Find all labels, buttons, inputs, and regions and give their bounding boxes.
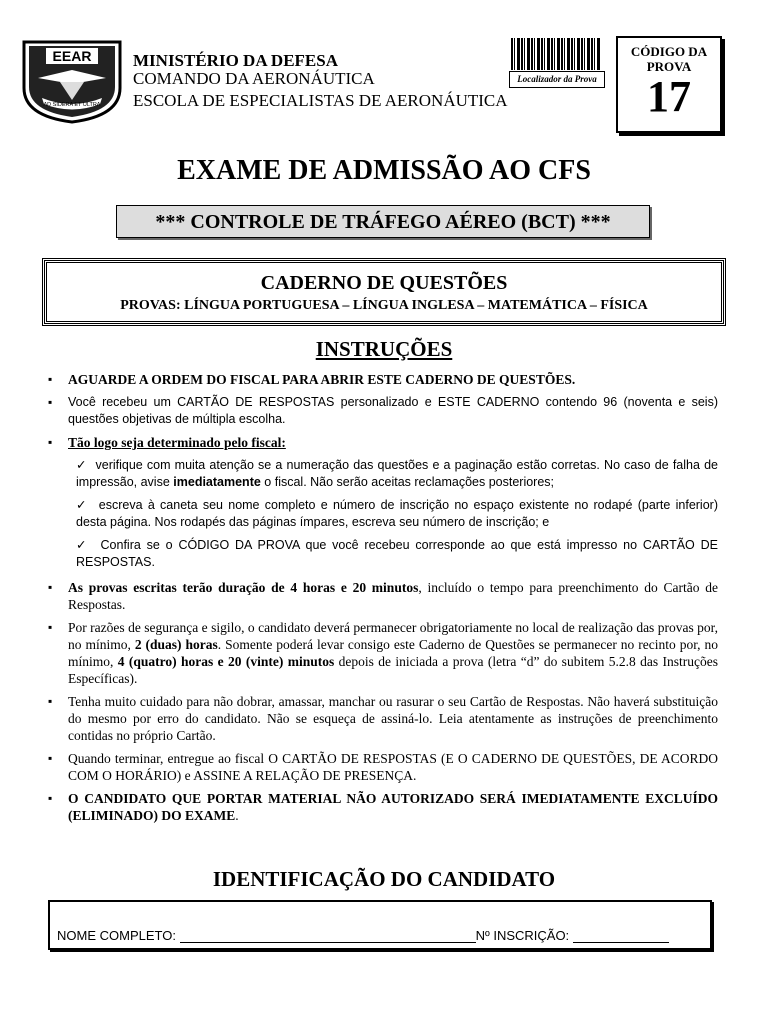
barcode [509,38,605,88]
instruction-item [48,579,718,613]
booklet-subjects: PROVAS: LÍNGUA PORTUGUESA – LÍNGUA INGLESA – MATEMÁTICA – FÍSICA [120,298,648,313]
instruction-text: . [235,808,239,823]
instruction-item [48,371,718,388]
instruction-item [48,394,718,428]
logo-motto: AD SIDERA ET ULTRA [43,102,101,108]
instruction-text: depois de iniciada a prova (letra “d” do subitem 5.2.8 das Instruções Específicas). [68,654,719,686]
specialty-banner: *** CONTROLE DE TRÁFEGO AÉREO (BCT) *** [116,205,650,238]
sub-item [76,537,718,571]
instruction-emphasis: 4 (quatro) horas e 20 (vinte) minutos [117,654,335,669]
instructions-list [48,371,718,830]
barcode-label: Localizador da Prova [509,71,605,88]
org-line-2: COMANDO DA AERONÁUTICA [133,69,375,88]
instruction-text: , incluído o tempo para preenchimento do Cartão de Respostas. [68,580,718,612]
check-icon: ✓ [76,498,89,512]
instruction-text: Tão logo seja determinado pelo fiscal: [68,435,286,450]
identification-title: IDENTIFICAÇÃO DO CANDIDATO [212,867,556,891]
check-icon: ✓ [76,538,89,552]
instruction-item [48,434,718,451]
sub-item [76,457,718,491]
booklet-title: CADERNO DE QUESTÕES [260,272,508,294]
instruction-text: Por razões de segurança e sigilo, o candidato deverá permanecer obrigatoriamente no local de realização das provas por, no mínimo, [68,620,718,652]
exam-title: EXAME DE ADMISSÃO AO CFS [177,155,591,186]
instruction-item [48,790,718,824]
instruction-item [48,750,718,784]
sub-item [76,497,718,531]
registration-label: Nº INSCRIÇÃO: [475,928,570,943]
registration-field[interactable] [573,928,669,943]
exam-code-box [616,36,722,133]
identification-row [57,928,669,943]
instruction-text: Tenha muito cuidado para não dobrar, amassar, manchar ou rasurar o seu Cartão de Respostas. Não haverá substituição do mesmo por erro do candidato. Não se esqueça de assiná-lo. Leia atentamente as instruções de preenchimento contidas no próprio Cartão. [68,694,718,743]
sub-item-text: escreva à caneta seu nome completo e número de inscrição no espaço existente no rodapé (parte inferior) desta página. Nos rodapés das páginas ímpares, escreva seu número de inscrição; e [76,498,718,529]
instruction-text: . Somente poderá levar consigo este Caderno de Questões se permanecer no recinto por, no mínimo, [68,637,718,669]
sub-item-text: Confira se o CÓDIGO DA PROVA que você recebeu corresponde ao que está impresso no CARTÃO DE RESPOSTAS. [76,538,718,569]
instruction-item [48,693,718,744]
instructions-title: INSTRUÇÕES [315,337,453,361]
exam-code-number: 17 [647,72,691,121]
name-field[interactable] [180,928,476,943]
eear-logo [20,40,124,124]
name-label: NOME COMPLETO: [57,928,176,943]
sub-item-text: o fiscal. Não serão aceitas reclamações posteriores; [264,475,555,489]
booklet-box [44,260,724,324]
barcode-bars [511,38,601,70]
instruction-emphasis: 2 (duas) horas [134,637,218,652]
org-line-3: ESCOLA DE ESPECIALISTAS DE AERONÁUTICA [133,91,508,110]
logo-text: EEAR [52,48,92,64]
exam-code-label: CÓDIGO DA PROVA [630,44,708,74]
instruction-emphasis: O CANDIDATO QUE PORTAR MATERIAL NÃO AUTORIZADO SERÁ IMEDIATAMENTE EXCLUÍDO (ELIMINADO) DO EXAME [68,791,718,823]
sub-item-text: verifique com muita atenção se a numeração das questões e a paginação estão corretas. No caso de falha de impressão, avise [76,458,718,489]
instruction-text: Quando terminar, entregue ao fiscal O CARTÃO DE RESPOSTAS (E O CADERNO DE QUESTÕES, DE ACORDO COM O HORÁRIO) e ASSINE A RELAÇÃO DE PRESENÇA. [68,751,718,783]
instruction-emphasis: As provas escritas terão duração de 4 horas e 20 minutos [68,580,419,595]
identification-box [48,900,712,950]
org-line-1: MINISTÉRIO DA DEFESA [133,51,338,70]
sub-item-emphasis: imediatamente [173,475,261,489]
instruction-item [48,619,718,687]
check-icon: ✓ [76,458,88,472]
instruction-text: Você recebeu um CARTÃO DE RESPOSTAS personalizado e ESTE CADERNO contendo 96 (noventa e seis) questões objetivas de múltipla escolha. [68,395,718,426]
instruction-text: AGUARDE A ORDEM DO FISCAL PARA ABRIR ESTE CADERNO DE QUESTÕES. [68,372,576,387]
